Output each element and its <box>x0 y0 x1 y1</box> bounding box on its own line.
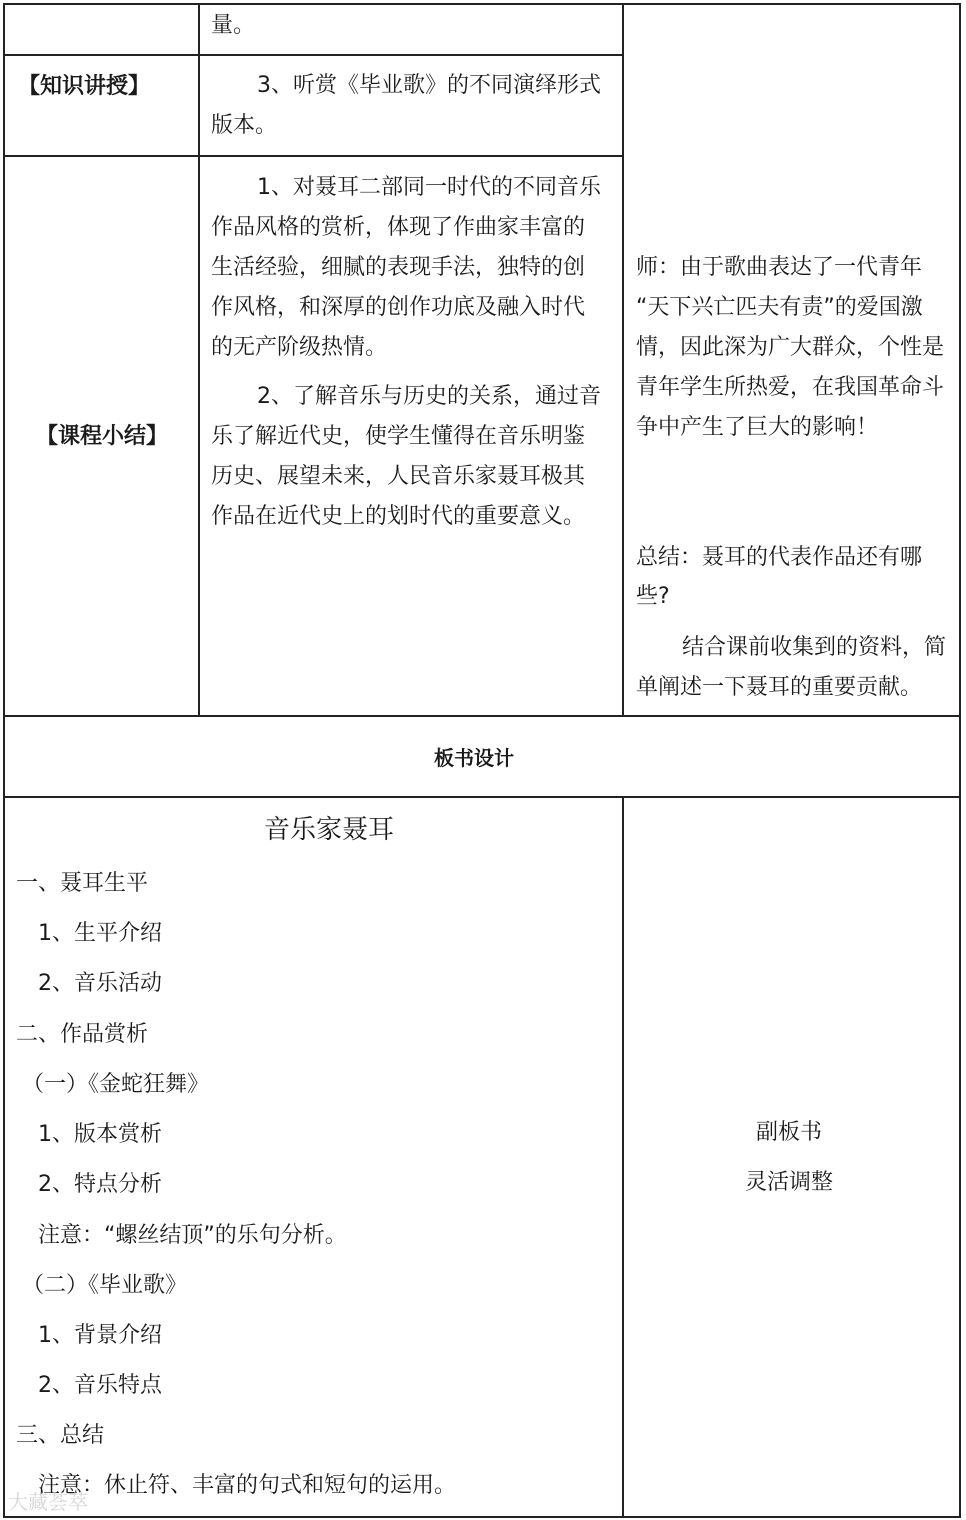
summary-text: 作品风格的赏析，体现了作曲家丰富的 <box>211 215 586 240</box>
outline-item: 2、音乐活动 <box>38 971 162 996</box>
outline-item: 三、总结 <box>16 1423 105 1448</box>
outline-item: （一）《金蛇狂舞》 <box>22 1072 210 1097</box>
outline-item: 1、生平介绍 <box>38 921 162 946</box>
teacher-text: 争中产生了巨大的影响！ <box>636 415 879 440</box>
section-label-knowledge: 【知识讲授】 <box>18 73 151 99</box>
row-divider <box>3 715 961 717</box>
summary-question: 些? <box>636 584 670 609</box>
teacher-text: 师：由于歌曲表达了一代青年 <box>636 255 923 280</box>
board-design-header: 板书设计 <box>434 746 514 770</box>
watermark: 大藏荟萃 <box>8 1490 88 1514</box>
outline-item: 一、聂耳生平 <box>16 871 149 896</box>
summary-task: 单阐述一下聂耳的重要贡献。 <box>636 675 923 700</box>
summary-question: 总结：聂耳的代表作品还有哪 <box>636 545 923 570</box>
summary-text: 历史、展望未来，人民音乐家聂耳极其 <box>211 464 586 489</box>
outline-item: 二、作品赏析 <box>16 1022 149 1047</box>
side-board-label: 灵活调整 <box>745 1170 834 1195</box>
table-border-bottom <box>3 1516 961 1518</box>
outline-item: 注意：“螺丝结顶”的乐句分析。 <box>38 1223 347 1248</box>
outline-item: 注意：休止符、丰富的句式和短句的运用。 <box>38 1473 457 1498</box>
outline-item: 2、音乐特点 <box>38 1373 162 1398</box>
outline-item: 1、背景介绍 <box>38 1323 162 1348</box>
column-divider <box>622 796 624 1518</box>
summary-text: 生活经验，细腻的表现手法，独特的创 <box>211 255 586 280</box>
outline-item: 1、版本赏析 <box>38 1122 162 1147</box>
table-border-left <box>3 3 5 1518</box>
teacher-text: 情，因此深为广大群众，个性是 <box>636 335 945 360</box>
summary-text: 的无产阶级热情。 <box>211 335 388 360</box>
summary-text: 1、对聂耳二部同一时代的不同音乐 <box>257 175 601 200</box>
column-divider <box>198 3 200 717</box>
summary-text: 乐了解近代史，使学生懂得在音乐明鉴 <box>211 424 586 449</box>
row-divider <box>3 54 624 56</box>
row-divider <box>3 155 624 157</box>
teacher-text: 青年学生所热爱，在我国革命斗 <box>636 375 945 400</box>
continuation-text: 量。 <box>211 13 256 38</box>
outline-item: 2、特点分析 <box>38 1172 162 1197</box>
column-divider <box>622 3 624 717</box>
summary-text: 2、了解音乐与历史的关系，通过音 <box>257 384 601 409</box>
table-border-top <box>3 3 961 5</box>
summary-task: 结合课前收集到的资料，简 <box>682 635 947 660</box>
teacher-text: “天下兴亡匹夫有责”的爱国激 <box>636 295 923 320</box>
row-divider <box>3 796 961 798</box>
board-title: 音乐家聂耳 <box>264 815 395 845</box>
side-board-label: 副板书 <box>756 1120 823 1145</box>
summary-text: 作风格，和深厚的创作功底及融入时代 <box>211 295 586 320</box>
knowledge-text: 版本。 <box>211 113 278 138</box>
summary-text: 作品在近代史上的划时代的重要意义。 <box>211 504 586 529</box>
outline-item: （二）《毕业歌》 <box>22 1273 188 1298</box>
section-label-summary: 【课程小结】 <box>36 423 169 449</box>
table-border-right <box>959 3 961 1518</box>
knowledge-text: 3、听赏《毕业歌》的不同演绎形式 <box>257 73 601 98</box>
